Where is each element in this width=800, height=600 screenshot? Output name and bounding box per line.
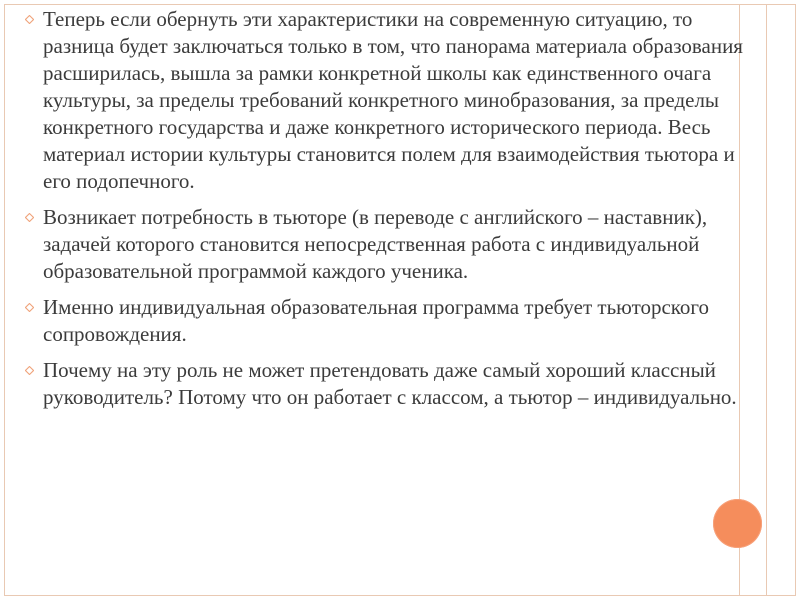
decorative-line (766, 4, 767, 596)
bullet-text: Почему на эту роль не может претендовать даже самый хороший классный руководитель? Потому что он работает с классом, а тьютор – индивидуально. (43, 358, 737, 409)
decorative-circle (713, 499, 762, 548)
bullet-item (22, 204, 744, 285)
bullet-text: Возникает потребность в тьюторе (в переводе с английского – наставник), задачей которого становится непосредственная работа с индивидуальной образовательной программой каждого ученика. (43, 205, 708, 283)
bullet-item (22, 6, 744, 195)
bullet-text: Теперь если обернуть эти характеристики на современную ситуацию, то разница будет заключаться только в том, что панорама материала образования расширилась, вышла за рамки конкретной школы как единственного очага культуры, за пределы требований конкретного минобразования, за пределы конкретного государства и даже конкретного исторического периода. Весь материал истории культуры становится полем для взаимодействия тьютора и его подопечного. (43, 7, 743, 193)
diamond-bullet-icon (22, 357, 36, 384)
bullet-list (22, 6, 744, 411)
slide-content (22, 6, 744, 420)
bullet-text: Именно индивидуальная образовательная программа требует тьюторского сопровождения. (43, 295, 710, 346)
diamond-bullet-icon (22, 6, 36, 33)
bullet-item (22, 294, 744, 348)
bullet-item (22, 357, 744, 411)
diamond-bullet-icon (22, 294, 36, 321)
diamond-bullet-icon (22, 204, 36, 231)
